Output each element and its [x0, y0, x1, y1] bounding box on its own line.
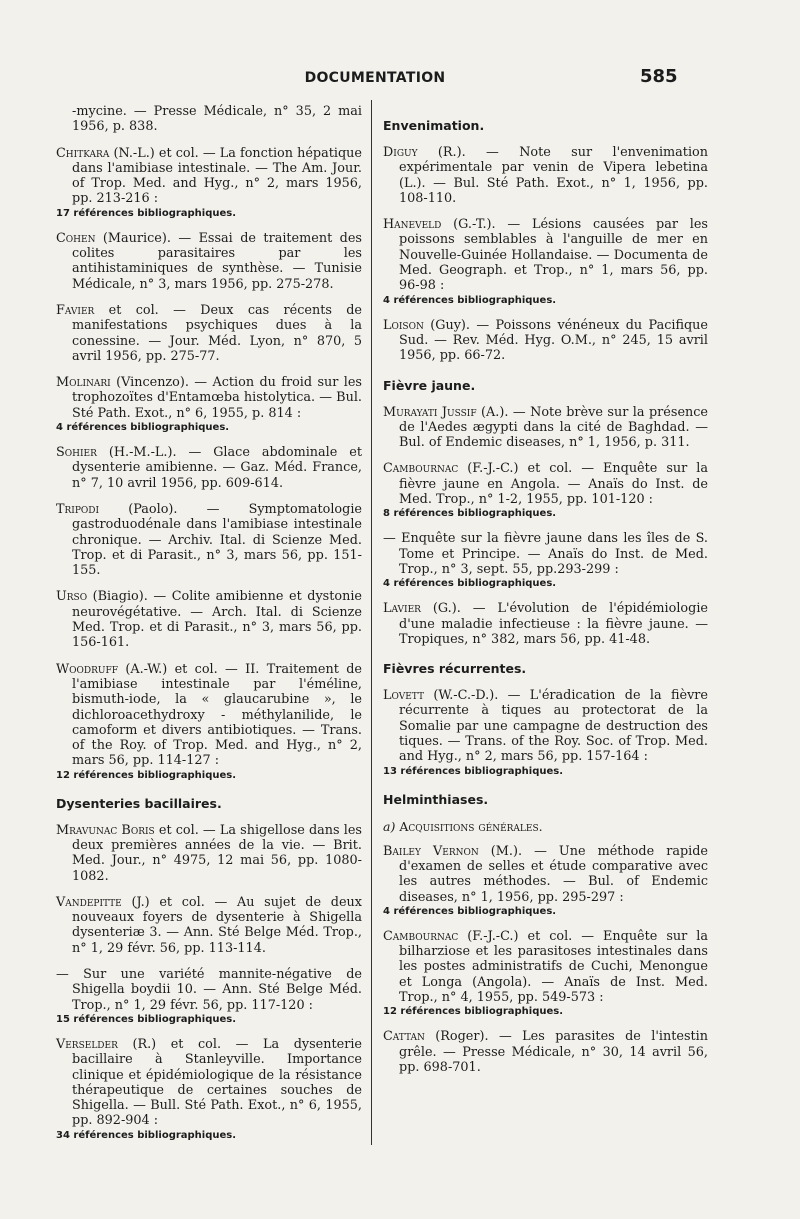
entry-text: (Maurice). — Essai de traitement des colites parasitaires par les antihistaminiques de synthèse. — Tunisie Médicale, n° 3, mars 1956, pp. 275-278.: [72, 230, 362, 292]
bibliography-entry: [383, 688, 708, 777]
entry-text: (G.-T.). — Lésions causées par les poissons semblables à l'anguille de mer en Nouvelle-Guinée Hollandaise. — Documenta de Med. Geograph. et Trop., n° 1, mars 56, pp. 96-98 :: [399, 217, 708, 294]
entry-text: (M.). — Une méthode rapide d'examen de selles et étude comparative avec les autres méthodes. — Bul. of Endemic diseases, n° 1, 1956, pp. 295-297 :: [399, 843, 708, 905]
entry-text: (G.). — L'évolution de l'épidémiologie d'une maladie infectieuse : la fièvre jaune. — Tropiques, n° 382, mars 56, pp. 41-48.: [399, 601, 708, 647]
entry-author: Tripodi: [56, 501, 100, 517]
entry-text: (W.-C.-D.). — L'éradication de la fièvre récurrente à tiques au protectorat de la Somalie par une campagne de destruction des tiques. — Trans. of the Roy. Soc. of Trop. Med. and Hyg., n° 2, mars 56, pp. 157-164 :: [399, 688, 708, 765]
entry-references: 12 références bibliographiques.: [56, 769, 237, 781]
bibliography-entry: [56, 104, 362, 135]
entry-text: (A.). — Note brève sur la présence de l'Aedes ægypti dans la cité de Baghdad. — Bul. of Endemic diseases, n° 1, 1956, p. 311.: [399, 404, 708, 451]
subsection-title: Acquisitions générales.: [399, 818, 543, 834]
bibliography-entry: [56, 502, 362, 578]
bibliography-entry: [56, 662, 362, 782]
entry-author: Woodruff: [56, 661, 118, 677]
bibliography-entry: [56, 1037, 362, 1142]
entry-author: Sohier: [56, 445, 97, 461]
entry-text: (H.-M.-L.). — Glace abdominale et dysenterie amibienne. — Gaz. Méd. France, n° 7, 10 avril 1956, pp. 609-614.: [72, 445, 362, 491]
entry-references: 4 références bibliographiques.: [383, 578, 557, 590]
bibliography-entry: [56, 146, 362, 220]
bibliography-entry: [383, 145, 708, 206]
left-column: [56, 104, 362, 1153]
bibliography-entry: [56, 589, 362, 650]
entry-text: (F.-J.-C.) et col. — Enquête sur la bilharziose et les parasitoses intestinales dans les postes administratifs de Cuchi, Menongue et Longa (Angola). — Anaïs de Inst. Med. Trop., n° 4, 1955, pp. 549-573 :: [399, 928, 708, 1005]
bibliography-entry: [56, 823, 362, 884]
entry-text: (Roger). — Les parasites de l'intestin grêle. — Presse Médicale, n° 30, 14 avril 56, pp. 698-701.: [399, 1029, 708, 1075]
subsection-heading: [383, 819, 708, 834]
bibliography-entry: [56, 303, 362, 364]
entry-text: et col. — La shigellose dans les deux premières années de la vie. — Brit. Med. Jour., n° 4975, 12 mai 56, pp. 1080-1082.: [72, 822, 362, 884]
entry-text: (F.-J.-C.) et col. — Enquête sur la fièvre jaune en Angola. — Anaïs do Inst. de Med. Trop., n° 1-2, 1955, pp. 101-120 :: [399, 461, 708, 508]
entry-text: (Guy). — Poissons vénéneux du Pacifique Sud. — Rev. Méd. Hyg. O.M., n° 245, 15 avril 1956, pp. 66-72.: [399, 317, 708, 364]
right-column: [383, 104, 708, 1086]
entry-author: Chitkara: [56, 145, 110, 161]
subsection-letter: a): [383, 818, 396, 834]
entry-text: et col. — Deux cas récents de manifestations psychiques dues à la conessine. — Jour. Méd. Lyon, n° 870, 5 avril 1956, pp. 275-77.: [72, 302, 362, 364]
section-heading: Helminthiases.: [383, 791, 489, 807]
bibliography-entry: [56, 445, 362, 491]
entry-references: 4 références bibliographiques.: [383, 294, 557, 306]
entry-text: (J.) et col. — Au sujet de deux nouveaux foyers de dysenterie à Shigella dysenteriæ 3. — Ann. Sté Belge Méd. Trop., n° 1, 29 févr. 56, pp. 113-114.: [72, 894, 362, 956]
entry-references: 12 références bibliographiques.: [383, 1006, 564, 1018]
entry-text: — Enquête sur la fièvre jaune dans les îles de S. Tome et Principe. — Anaïs do Inst. de Med. Trop., n° 3, sept. 55, pp.293-299 :: [383, 531, 708, 577]
entry-references: 15 références bibliographiques.: [56, 1013, 237, 1025]
entry-text: (R.). — Note sur l'envenimation expérimentale par venin de Vipera lebetina (L.). — Bul. Sté Path. Exot., n° 1, 1956, pp. 108-110.: [399, 145, 708, 206]
entry-references: 34 références bibliographiques.: [56, 1129, 237, 1141]
entry-text: (A.-W.) et col. — II. Traitement de l'amibiase intestinale par l'éméline, bismuth-iode, la « glaucarubine », le dichloroacethydroxy - méthylanilide, le camoform et divers antibiotiques. — Trans. of the Roy. of Trop. Med. and Hyg., n° 2, mars 56, pp. 114-127 :: [72, 661, 362, 769]
column-divider: [371, 100, 372, 1145]
entry-author: Cambournac: [383, 461, 459, 477]
running-title: DOCUMENTATION: [304, 70, 446, 86]
entry-author: Molinari: [56, 375, 111, 391]
bibliography-entry: [383, 929, 708, 1018]
entry-references: 4 références bibliographiques.: [383, 905, 557, 917]
bibliography-entry: [383, 1029, 708, 1075]
entry-references: 13 références bibliographiques.: [383, 765, 564, 777]
bibliography-entry: [383, 318, 708, 364]
entry-author: Mravunac Boris: [56, 822, 155, 838]
section-heading: Dysenteries bacillaires.: [56, 795, 222, 811]
section-heading: Envenimation.: [383, 118, 485, 133]
bibliography-entry: [56, 967, 362, 1026]
entry-author: Vandepitte: [56, 894, 122, 910]
entry-references: 8 références bibliographiques.: [383, 508, 557, 520]
entry-text: — Sur une variété mannite-négative de Shigella boydii 10. — Ann. Sté Belge Méd. Trop., n° 1, 29 févr. 56, pp. 117-120 :: [56, 967, 362, 1013]
entry-author: Loison: [383, 317, 424, 333]
entry-text: (Paolo). — Symptomatologie gastroduodénale dans l'amibiase intestinale chronique. — Archiv. Ital. di Scienze Med. Trop. et di Parasit., n° 3, mars 56, pp. 151-155.: [72, 501, 362, 579]
bibliography-entry: [383, 844, 708, 918]
bibliography-entry: [383, 531, 708, 590]
bibliography-entry: [383, 601, 708, 647]
entry-text: (Biagio). — Colite amibienne et dystonie neurovégétative. — Arch. Ital. di Scienze Med. Trop. et di Parasit., n° 3, mars 56, pp. 156-161.: [72, 589, 362, 651]
entry-author: Cattan: [383, 1029, 425, 1045]
bibliography-entry: [56, 231, 362, 292]
entry-author: Lovett: [383, 688, 424, 704]
entry-author: Murayati Jussif: [383, 404, 477, 420]
entry-text: (R.) et col. — La dysenterie bacillaire à Stanleyville. Importance clinique et épidémiologique de la résistance thérapeutique de certaines souches de Shigella. — Bull. Sté Path. Exot., n° 6, 1955, pp. 892-904 :: [72, 1036, 362, 1129]
section-heading: Fièvres récurrentes.: [383, 661, 527, 677]
entry-author: Haneveld: [383, 217, 442, 233]
entry-text: -mycine. — Presse Médicale, n° 35, 2 mai 1956, p. 838.: [72, 104, 362, 135]
entry-references: 4 références bibliographiques.: [56, 422, 230, 434]
bibliography-entry: [383, 461, 708, 520]
bibliography-entry: [56, 895, 362, 956]
entry-author: Bailey Vernon: [383, 843, 479, 859]
entry-references: 17 références bibliographiques.: [56, 207, 237, 219]
entry-author: Verselder: [56, 1036, 118, 1052]
section-heading: Fièvre jaune.: [383, 377, 476, 393]
entry-text: (Vincenzo). — Action du froid sur les trophozoïtes d'Entamœba histolytica. — Bul. Sté Path. Exot., n° 6, 1955, p. 814 :: [72, 375, 362, 421]
bibliography-entry: [56, 375, 362, 434]
entry-author: Diguy: [383, 145, 418, 160]
entry-author: Lavier: [383, 601, 421, 617]
entry-text: (N.-L.) et col. — La fonction hépatique dans l'amibiase intestinale. — The Am. Jour. of Trop. Med. and Hyg., n° 2, mars 1956, pp. 213-216 :: [72, 145, 362, 207]
bibliography-entry: [383, 217, 708, 306]
entry-author: Urso: [56, 589, 88, 605]
entry-author: Cambournac: [383, 928, 459, 944]
entry-author: Favier: [56, 302, 95, 318]
page-number: 585: [640, 66, 678, 87]
bibliography-entry: [383, 405, 708, 451]
entry-author: Cohen: [56, 230, 96, 246]
